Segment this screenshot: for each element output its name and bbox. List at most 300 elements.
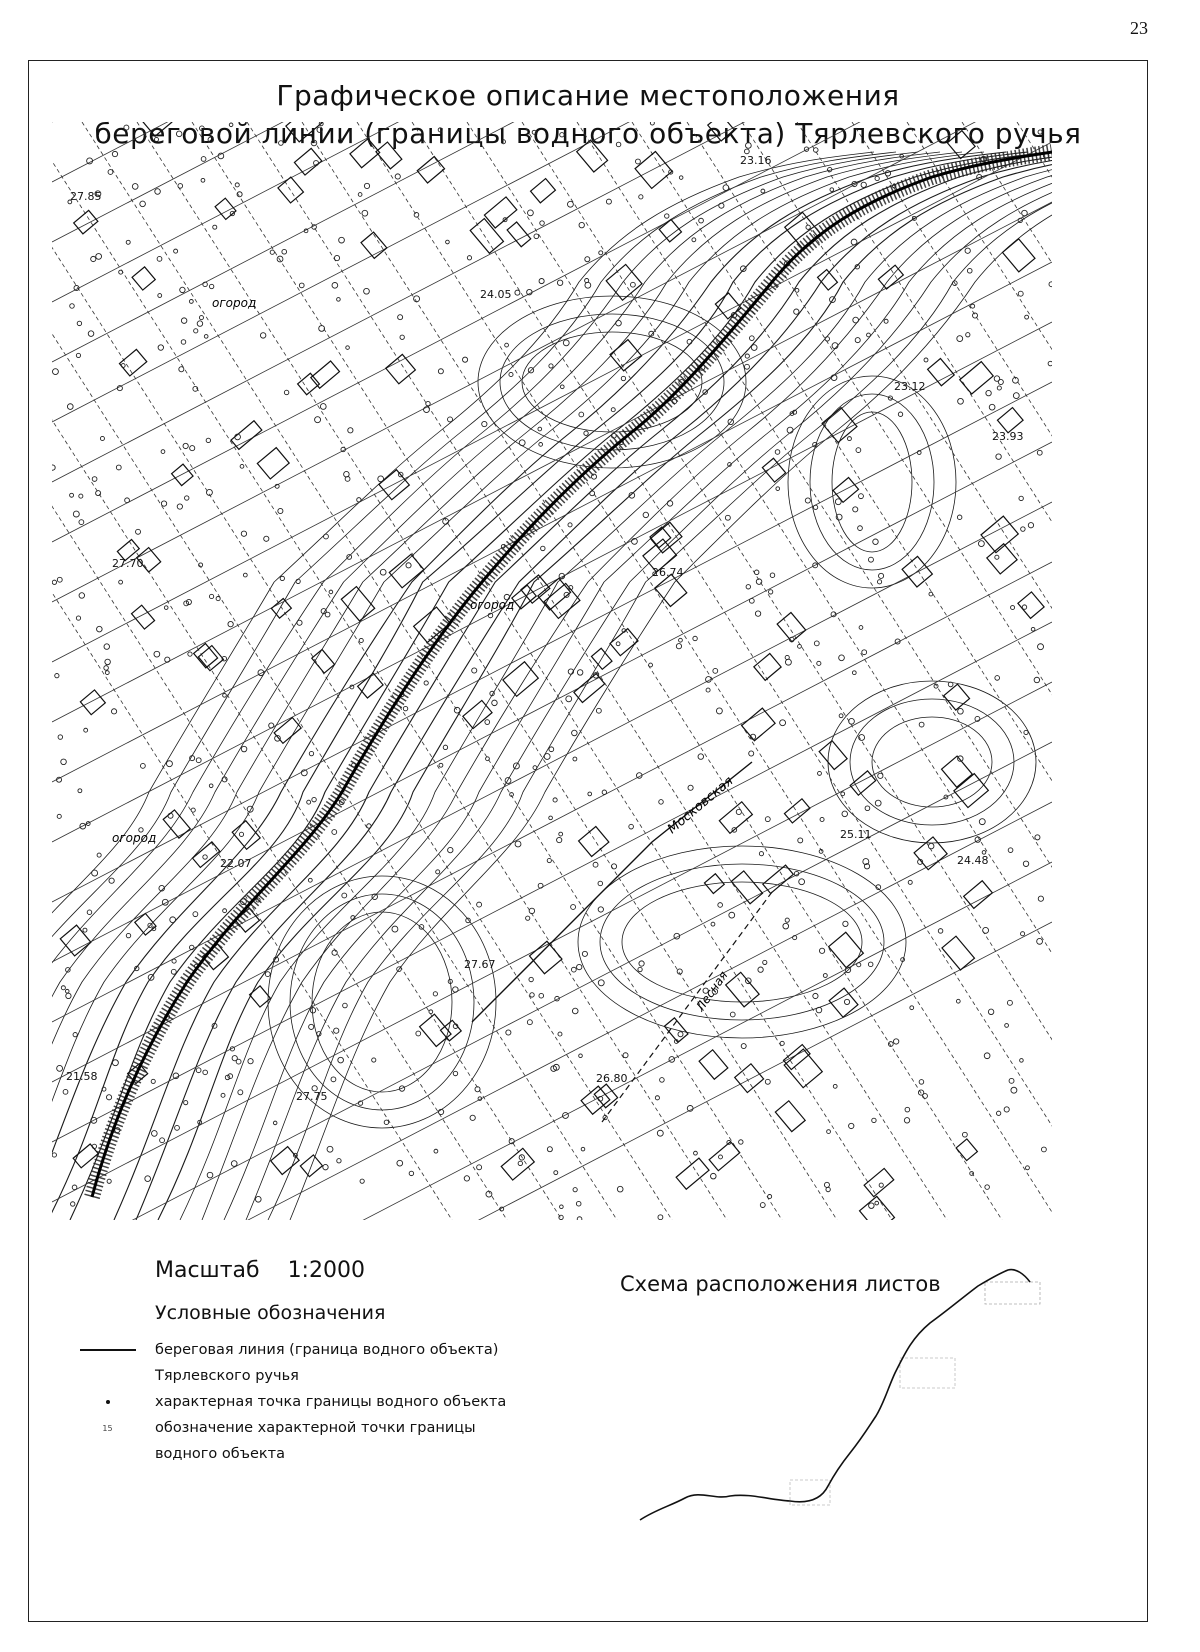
vegetation-marker [436, 870, 440, 874]
vegetation-marker [378, 476, 384, 482]
vegetation-marker [549, 364, 553, 368]
vegetation-marker [544, 754, 550, 760]
vegetation-marker [745, 354, 749, 358]
elevation-mark: 25.11 [840, 828, 872, 841]
vegetation-marker [549, 816, 553, 820]
vegetation-marker [966, 333, 970, 337]
building [676, 1158, 709, 1189]
vegetation-marker [611, 864, 616, 869]
vegetation-marker [332, 950, 337, 955]
vegetation-marker [598, 980, 604, 986]
parcel-boundary [52, 322, 1052, 842]
vegetation-marker [979, 819, 985, 825]
elevation-mark: 27.67 [464, 958, 496, 971]
vegetation-marker [309, 1024, 314, 1029]
building [215, 198, 236, 219]
vegetation-marker [472, 668, 477, 673]
vegetation-marker [588, 792, 592, 796]
vegetation-marker [658, 1215, 663, 1220]
vegetation-marker [878, 573, 883, 578]
vegetation-marker [406, 563, 411, 568]
vegetation-marker [309, 751, 313, 755]
vegetation-marker [79, 593, 84, 598]
vegetation-marker [454, 707, 460, 713]
vegetation-marker [78, 789, 82, 793]
building [833, 477, 858, 502]
vegetation-marker [505, 343, 509, 347]
vegetation-marker [57, 577, 62, 582]
parcel-boundary [52, 802, 1052, 1220]
vegetation-marker [996, 454, 1001, 459]
contour-line [52, 152, 962, 1220]
vegetation-marker [486, 757, 490, 761]
vegetation-marker [108, 170, 113, 175]
vegetation-marker [52, 465, 55, 470]
vegetation-marker [71, 1202, 75, 1206]
vegetation-marker [232, 1056, 237, 1061]
building [635, 152, 672, 189]
vegetation-marker [988, 1009, 993, 1014]
vegetation-marker [835, 499, 841, 505]
vegetation-marker [573, 757, 577, 761]
building [529, 941, 561, 974]
building [581, 1086, 610, 1114]
elevation-mark: 27.75 [296, 1090, 328, 1103]
vegetation-marker [572, 1008, 578, 1014]
parcel-boundary [52, 622, 1052, 1142]
vegetation-marker [492, 700, 498, 706]
vegetation-marker [820, 817, 824, 821]
building [829, 988, 858, 1017]
vegetation-marker [760, 1203, 765, 1208]
parcel-boundary [52, 122, 1052, 302]
vegetation-marker [983, 927, 989, 933]
vegetation-marker [631, 282, 636, 287]
vegetation-marker [72, 1185, 77, 1190]
building [484, 197, 516, 228]
vegetation-marker [581, 1147, 585, 1151]
vegetation-marker [145, 1176, 151, 1182]
vegetation-marker [844, 999, 849, 1004]
vegetation-marker [558, 1032, 562, 1036]
building [135, 913, 156, 935]
vegetation-marker [416, 1031, 421, 1036]
vegetation-marker [572, 730, 578, 736]
vegetation-marker [538, 427, 542, 431]
vegetation-marker [995, 676, 1000, 681]
vegetation-marker [924, 358, 928, 362]
vegetation-marker [598, 907, 603, 912]
vegetation-marker [107, 1179, 111, 1183]
vegetation-marker [203, 855, 207, 859]
building [735, 1064, 764, 1093]
vegetation-marker [372, 894, 378, 900]
vegetation-marker [97, 853, 101, 857]
vegetation-marker [905, 1107, 910, 1112]
elevation-mark: 26.80 [596, 1072, 628, 1085]
vegetation-marker [170, 917, 176, 923]
vegetation-marker [563, 1113, 569, 1119]
vegetation-marker [761, 189, 765, 193]
parcel-boundary [82, 122, 782, 1220]
vegetation-marker [998, 379, 1003, 384]
vegetation-marker [277, 256, 283, 262]
vegetation-marker [235, 183, 239, 187]
vegetation-marker [989, 404, 995, 410]
vegetation-marker [203, 1070, 208, 1075]
vegetation-marker [1008, 848, 1013, 853]
vegetation-marker [971, 304, 975, 308]
vegetation-marker [126, 933, 130, 937]
building [659, 219, 681, 241]
parcel-boundary [687, 122, 1052, 1220]
vegetation-marker [213, 225, 217, 229]
vegetation-marker [529, 977, 533, 981]
vegetation-marker [193, 912, 198, 917]
building [822, 408, 857, 443]
building [379, 470, 409, 500]
vegetation-marker [91, 256, 96, 261]
parcel-boundary [52, 382, 1052, 902]
vegetation-marker [67, 404, 73, 410]
vegetation-markers [52, 122, 1052, 1220]
vegetation-marker [606, 199, 611, 204]
vegetation-marker [676, 644, 681, 649]
elevation-mark: 27.70 [112, 557, 144, 570]
vegetation-marker [657, 1130, 663, 1136]
vegetation-marker [338, 139, 342, 143]
vegetation-marker [827, 1130, 831, 1134]
vegetation-marker [1020, 1059, 1024, 1063]
vegetation-marker [729, 912, 735, 918]
building [742, 708, 775, 741]
vegetation-marker [785, 655, 789, 659]
building [762, 458, 785, 482]
vegetation-marker [463, 357, 468, 362]
vegetation-marker [718, 903, 723, 908]
legend-item-continuation [60, 1368, 299, 1384]
parcel-boundary [1017, 122, 1052, 1220]
vegetation-marker [264, 536, 269, 541]
vegetation-marker [201, 178, 205, 182]
vegetation-marker [1049, 282, 1052, 287]
vegetation-marker [1004, 1107, 1009, 1112]
vegetation-marker [679, 638, 683, 642]
building [784, 1045, 811, 1070]
vegetation-marker [643, 512, 648, 517]
vegetation-marker [329, 590, 333, 594]
ogorod-label-2: огород [112, 831, 157, 845]
building [699, 1050, 728, 1079]
vegetation-marker [741, 1044, 746, 1049]
vegetation-marker [323, 1164, 328, 1169]
building [829, 932, 864, 967]
vegetation-marker [196, 1068, 201, 1073]
vegetation-marker [154, 651, 160, 657]
vegetation-marker [698, 754, 704, 760]
vegetation-marker [380, 569, 386, 575]
vegetation-marker [978, 541, 984, 547]
vegetation-marker [693, 636, 697, 640]
vegetation-marker [798, 644, 802, 648]
vegetation-marker [464, 1176, 469, 1181]
vegetation-marker [1041, 1147, 1046, 1152]
vegetation-marker [482, 421, 487, 426]
vegetation-marker [164, 606, 168, 610]
vegetation-marker [862, 650, 867, 655]
vegetation-marker [740, 266, 746, 272]
vegetation-marker [79, 520, 84, 525]
vegetation-marker [384, 1120, 389, 1125]
vegetation-marker [97, 626, 103, 632]
vegetation-marker [825, 337, 829, 341]
vegetation-marker [528, 210, 534, 216]
vegetation-marker [814, 641, 819, 646]
vegetation-marker [154, 137, 158, 141]
vegetation-marker [57, 1065, 63, 1071]
parcel-boundary [52, 262, 1052, 782]
vegetation-marker [84, 728, 88, 732]
vegetation-marker [1023, 861, 1028, 866]
vegetation-marker [639, 961, 644, 966]
vegetation-marker [414, 296, 420, 302]
parcel-grid [52, 122, 1052, 1220]
vegetation-marker [986, 390, 991, 395]
vegetation-marker [315, 417, 321, 423]
vegetation-marker [759, 852, 763, 856]
vegetation-marker [1048, 361, 1052, 366]
vegetation-marker [776, 487, 780, 491]
vegetation-marker [636, 159, 641, 164]
vegetation-marker [885, 171, 890, 176]
vegetation-marker [655, 1096, 659, 1100]
vegetation-marker [434, 1149, 438, 1153]
vegetation-marker [1018, 291, 1023, 296]
vegetation-marker [83, 928, 87, 932]
building [512, 585, 536, 609]
vegetation-marker [751, 345, 757, 351]
vegetation-marker [590, 491, 595, 496]
vegetation-marker [161, 501, 166, 506]
vegetation-marker [414, 213, 419, 218]
vegetation-marker [109, 878, 114, 883]
vegetation-marker [409, 1171, 413, 1175]
vegetation-marker [178, 184, 183, 189]
contour-line [290, 894, 474, 1110]
vegetation-marker [694, 1151, 698, 1155]
elevation-mark: 27.85 [70, 190, 102, 203]
vegetation-marker [855, 338, 860, 343]
vegetation-marker [958, 708, 964, 714]
vegetation-marker [519, 440, 525, 446]
vegetation-marker [692, 238, 696, 242]
contour-line [788, 376, 956, 588]
building [860, 1196, 895, 1220]
vegetation-marker [372, 1058, 376, 1062]
vegetation-marker [364, 288, 370, 294]
building [389, 554, 424, 587]
vegetation-marker [1007, 1000, 1012, 1005]
vegetation-marker [506, 1030, 511, 1035]
vegetation-marker [1037, 938, 1043, 944]
vegetation-marker [596, 708, 601, 713]
vegetation-marker [725, 515, 730, 520]
vegetation-marker [868, 962, 873, 967]
building [440, 1020, 461, 1041]
vegetation-marker [861, 182, 866, 187]
vegetation-marker [324, 534, 329, 539]
legend-item-boundary-point [60, 1394, 506, 1410]
elevation-mark: 24.48 [957, 854, 989, 867]
vegetation-marker [111, 709, 116, 714]
vegetation-marker [221, 1093, 225, 1097]
topographic-map [52, 122, 1052, 1220]
legend-dot-symbol [60, 1400, 155, 1404]
vegetation-marker [585, 282, 591, 288]
vegetation-marker [957, 336, 963, 342]
vegetation-marker [679, 176, 683, 180]
vegetation-marker [769, 590, 773, 594]
building [420, 1014, 451, 1046]
vegetation-marker [55, 674, 59, 678]
vegetation-marker [228, 621, 233, 626]
vegetation-marker [875, 1201, 879, 1205]
vegetation-marker [585, 257, 590, 262]
vegetation-marker [181, 318, 186, 323]
vegetation-marker [96, 254, 102, 260]
vegetation-marker [746, 585, 750, 589]
vegetation-marker [938, 929, 943, 934]
building [960, 362, 994, 394]
vegetation-marker [338, 1057, 344, 1063]
vegetation-marker [984, 1053, 990, 1059]
vegetation-marker [58, 735, 62, 739]
vegetation-marker [238, 1090, 243, 1095]
vegetation-marker [851, 239, 857, 245]
vegetation-marker [554, 1171, 558, 1175]
vegetation-marker [754, 570, 759, 575]
vegetation-marker [317, 127, 322, 132]
vegetation-marker [965, 248, 970, 253]
vegetation-marker [557, 280, 562, 285]
building [503, 662, 538, 697]
vegetation-marker [216, 597, 220, 601]
vegetation-marker [310, 1008, 315, 1013]
parcel-boundary [52, 202, 1052, 722]
scale-value: 1:2000 [287, 1258, 365, 1283]
vegetation-marker [547, 858, 551, 862]
contour-line [180, 152, 1052, 1220]
contour-line [70, 152, 1050, 1220]
vegetation-marker [985, 1185, 990, 1190]
contour-lines [52, 152, 1052, 1220]
vegetation-marker [713, 668, 718, 673]
vegetation-marker [403, 706, 407, 710]
vegetation-marker [297, 620, 302, 625]
contour-line [500, 314, 724, 450]
vegetation-marker [334, 1028, 339, 1033]
building [610, 340, 642, 371]
elevation-mark: 26.74 [652, 566, 684, 579]
vegetation-marker [765, 1079, 770, 1084]
vegetation-marker [119, 580, 123, 584]
vegetation-marker [530, 993, 534, 997]
vegetation-marker [995, 555, 999, 559]
vegetation-marker [584, 431, 588, 435]
vegetation-marker [579, 222, 584, 227]
vegetation-marker [125, 498, 130, 503]
vegetation-marker [1026, 1166, 1030, 1170]
legend-item-text: обозначение характерной точки границы [155, 1420, 476, 1436]
vegetation-marker [358, 193, 362, 197]
legend-item-text: береговая линия (граница водного объекта) [155, 1342, 499, 1358]
vegetation-marker [100, 436, 104, 440]
vegetation-marker [76, 616, 80, 620]
vegetation-marker [280, 576, 284, 580]
vegetation-marker [967, 268, 972, 273]
vegetation-marker [894, 1039, 899, 1044]
map-scale [155, 1258, 393, 1283]
building [531, 179, 556, 203]
contour-line [52, 152, 984, 1220]
vegetation-marker [200, 126, 205, 131]
vegetation-marker [79, 494, 83, 498]
vegetation-marker [745, 364, 750, 369]
vegetation-marker [172, 959, 176, 963]
vegetation-marker [70, 493, 74, 497]
ogorod-label-3: огород [470, 598, 515, 612]
vegetation-marker [1021, 932, 1025, 936]
vegetation-marker [260, 333, 265, 338]
vegetation-marker [337, 298, 341, 302]
parcel-boundary [52, 122, 1052, 422]
vegetation-marker [269, 723, 274, 728]
vegetation-marker [768, 1194, 772, 1198]
vegetation-marker [745, 143, 751, 149]
vegetation-marker [819, 948, 824, 953]
map-title-line-2: береговой линии (границы водного объекта) Тярлевского ручья [94, 116, 1082, 150]
vegetation-marker [155, 189, 161, 195]
vegetation-marker [273, 1121, 277, 1125]
vegetation-marker [70, 304, 75, 309]
vegetation-marker [161, 450, 165, 454]
vegetation-marker [1022, 210, 1028, 216]
vegetation-marker [359, 638, 363, 642]
contour-line [810, 394, 934, 570]
vegetation-marker [859, 626, 863, 630]
legend-item-text: водного объекта [155, 1446, 285, 1462]
vegetation-marker [1035, 835, 1040, 840]
vegetation-marker [332, 282, 338, 288]
elevation-mark: 22.07 [220, 857, 252, 870]
vegetation-marker [629, 824, 634, 829]
vegetation-marker [332, 830, 337, 835]
vegetation-marker [817, 661, 821, 665]
vegetation-marker [299, 283, 304, 288]
vegetation-marker [856, 448, 861, 453]
contour-line [246, 152, 1052, 1220]
vegetation-marker [599, 251, 603, 255]
building [577, 140, 608, 172]
street-lesnaya [602, 892, 772, 1122]
vegetation-marker [196, 758, 201, 763]
vegetation-marker [392, 926, 398, 932]
vegetation-marker [1011, 606, 1015, 610]
vegetation-marker [560, 385, 564, 389]
parcel-boundary [192, 122, 892, 1220]
vegetation-marker [849, 1123, 854, 1128]
vegetation-marker [873, 539, 878, 544]
